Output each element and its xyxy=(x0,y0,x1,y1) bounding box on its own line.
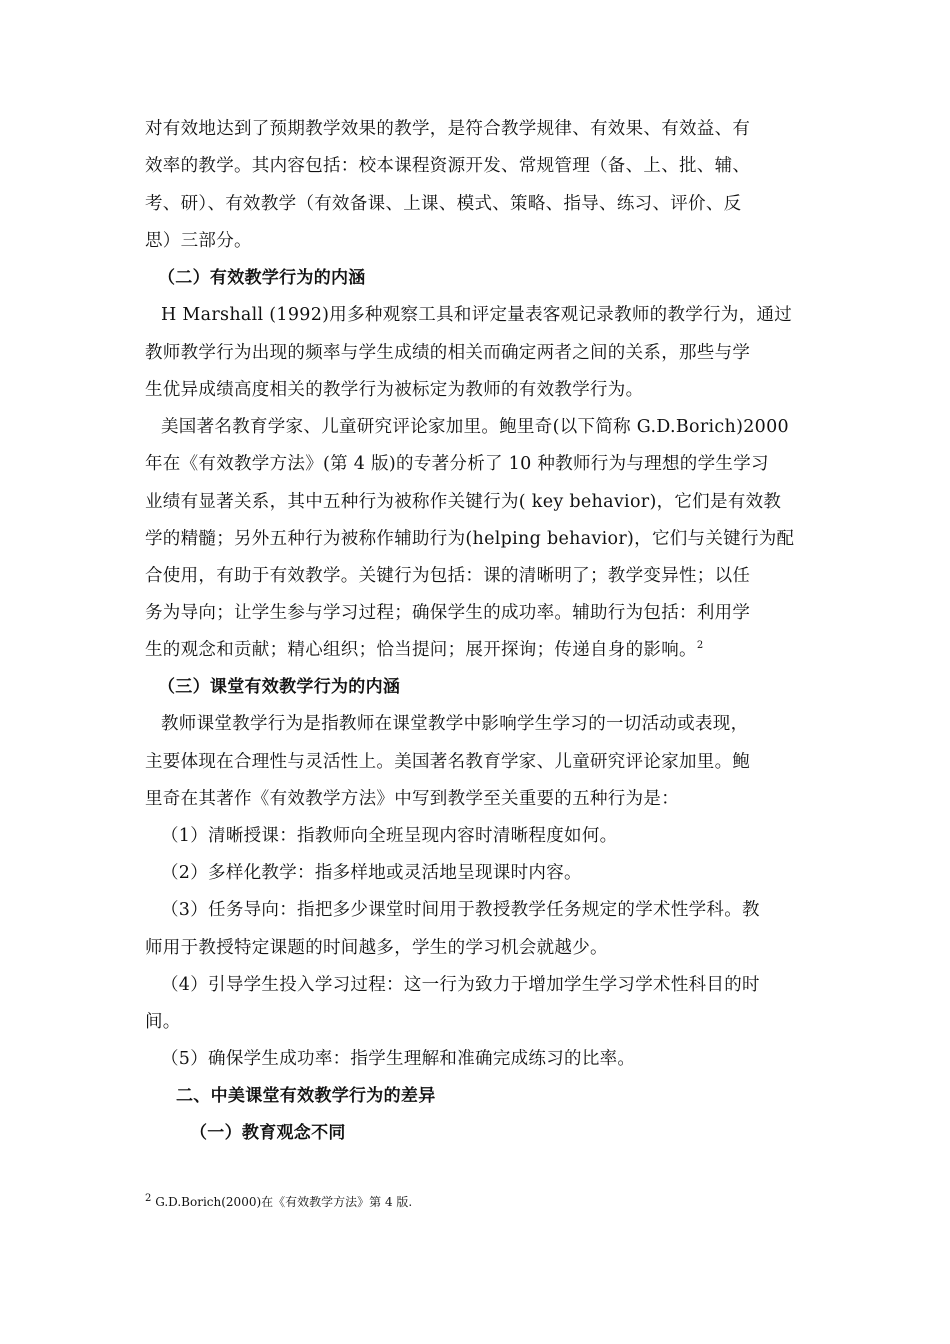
paragraph-line: 对有效地达到了预期教学效果的教学，是符合教学规律、有效果、有效益、有 xyxy=(145,119,751,139)
paragraph-line: 教师课堂教学行为是指教师在课堂教学中影响学生学习的一切活动或表现， xyxy=(161,714,749,734)
section-heading: （三）课堂有效教学行为的内涵 xyxy=(158,677,401,697)
footnote xyxy=(145,1194,412,1210)
list-item: 间。 xyxy=(145,1012,181,1032)
paragraph-line: 美国著名教育学家、儿童研究评论家加里。鲍里奇(以下简称 G.D.Borich)2000 xyxy=(161,417,789,437)
list-item: （4）引导学生投入学习过程：这一行为致力于增加学生学习学术性科目的时 xyxy=(161,975,760,995)
list-item: 师用于教授特定课题的时间越多，学生的学习机会就越少。 xyxy=(145,938,608,958)
paragraph-line: 里奇在其著作《有效教学方法》中写到教学至关重要的五种行为是： xyxy=(145,789,679,809)
paragraph-line: 效率的教学。其内容包括：校本课程资源开发、常规管理（备、上、批、辅、 xyxy=(145,156,751,176)
list-item: （5）确保学生成功率：指学生理解和准确完成练习的比率。 xyxy=(161,1049,636,1069)
paragraph-line xyxy=(145,638,703,662)
paragraph-line: H Marshall (1992)用多种观察工具和评定量表客观记录教师的教学行为，通过 xyxy=(161,305,793,325)
list-item: （2）多样化教学：指多样地或灵活地呈现课时内容。 xyxy=(161,863,582,883)
paragraph-line: 年在《有效教学方法》(第 4 版)的专著分析了 10 种教师行为与理想的学生学习 xyxy=(145,454,769,474)
footnote-mark: 2 xyxy=(145,1193,152,1204)
section-heading: （二）有效教学行为的内涵 xyxy=(158,268,366,288)
paragraph-line: 生优异成绩高度相关的教学行为被标定为教师的有效教学行为。 xyxy=(145,380,644,400)
paragraph-line: 学的精髓；另外五种行为被称作辅助行为(helping behavior)，它们与关键行为配 xyxy=(145,529,795,549)
paragraph-line: 考、研）、有效教学（有效备课、上课、模式、策略、指导、练习、评价、反 xyxy=(145,194,742,214)
subsection-heading: （一）教育观念不同 xyxy=(190,1123,346,1143)
paragraph-line: 教师教学行为出现的频率与学生成绩的相关而确定两者之间的关系，那些与学 xyxy=(145,343,751,363)
section-heading: 二、中美课堂有效教学行为的差异 xyxy=(176,1086,436,1106)
footnote-text: G.D.Borich(2000)在《有效教学方法》第 4 版. xyxy=(151,1195,413,1209)
paragraph-line: 主要体现在合理性与灵活性上。美国著名教育学家、儿童研究评论家加里。鲍 xyxy=(145,752,751,772)
paragraph-text: 生的观念和贡献；精心组织；恰当提问；展开探询；传递自身的影响。 xyxy=(145,640,697,660)
footnote-reference[interactable]: 2 xyxy=(696,640,704,652)
paragraph-line: 思）三部分。 xyxy=(145,231,252,251)
paragraph-line: 务为导向；让学生参与学习过程；确保学生的成功率。辅助行为包括：利用学 xyxy=(145,603,751,623)
list-item: （1）清晰授课：指教师向全班呈现内容时清晰程度如何。 xyxy=(161,826,618,846)
paragraph-line: 业绩有显著关系，其中五种行为被称作关键行为( key behavior)，它们是有效教 xyxy=(145,492,782,512)
list-item: （3）任务导向：指把多少课堂时间用于教授教学任务规定的学术性学科。教 xyxy=(161,900,760,920)
paragraph-line: 合使用，有助于有效教学。关键行为包括：课的清晰明了；教学变异性；以任 xyxy=(145,566,751,586)
